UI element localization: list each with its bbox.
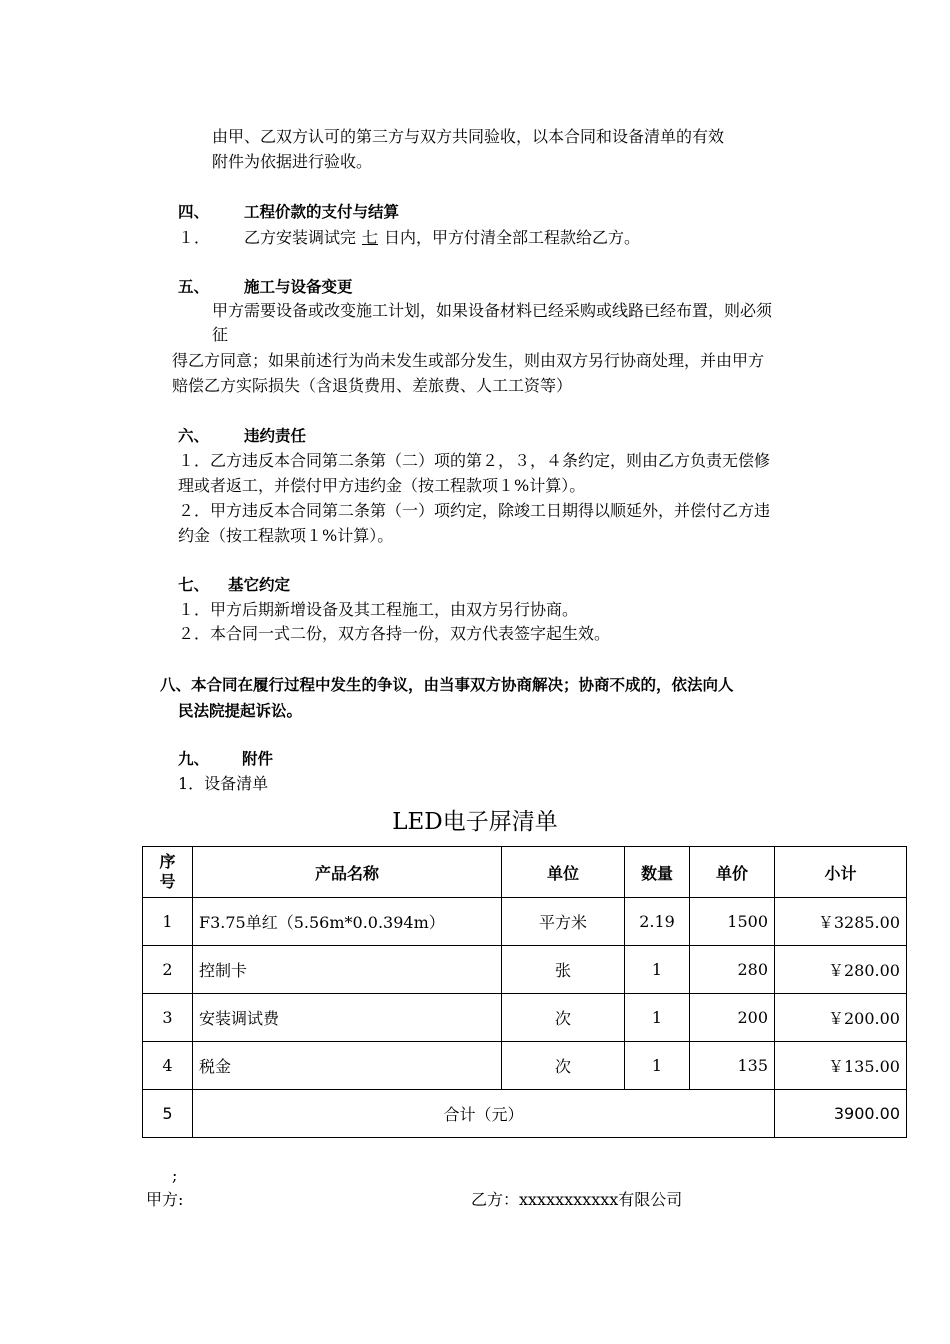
row-name: F3.75单红（5.56m*0.0.394m） — [193, 898, 502, 946]
sec7-line-1: １．甲方后期新增设备及其工程施工，由双方另行协商。 — [178, 600, 579, 619]
row-subtotal: ￥280.00 — [775, 946, 907, 994]
sec7-number: 七、 — [178, 576, 210, 594]
sec5-line-2: 征 — [212, 325, 229, 344]
sec5-line-1: 甲方需要设备或改变施工计划，如果设备材料已经采购或线路已经布置，则必须 — [212, 301, 773, 320]
party-b-label: 乙方：xxxxxxxxxxx有限公司 — [471, 1190, 683, 1209]
row-name: 税金 — [193, 1042, 502, 1090]
sec6-line-4: 约金（按工程款项１%计算）。 — [178, 526, 394, 545]
header-no: 序号 — [143, 847, 193, 898]
row-unit: 张 — [502, 946, 625, 994]
header-name: 产品名称 — [193, 847, 502, 898]
sec9-line-1: 1．设备清单 — [178, 774, 269, 793]
row-subtotal: ￥3285.00 — [775, 898, 907, 946]
sec5-line-3: 得乙方同意；如果前述行为尚未发生或部分发生，则由双方另行协商处理，并由甲方 — [172, 351, 765, 370]
row-subtotal: ￥135.00 — [775, 1042, 907, 1090]
sec8-line-1: 八、本合同在履行过程中发生的争议，由当事双方协商解决；协商不成的，依法向人 — [160, 676, 734, 694]
sec4-item-1-post: 日内，甲方付清全部工程款给乙方。 — [384, 228, 641, 247]
sec6-number: 六、 — [178, 427, 210, 445]
sec4-item-number: １． — [178, 228, 211, 247]
sec4-number: 四、 — [178, 203, 210, 221]
list-title: LED电子屏清单 — [392, 809, 558, 835]
row-no: 3 — [143, 994, 193, 1042]
sec5-line-4: 赔偿乙方实际损失（含退货费用、差旅费、人工工资等） — [172, 376, 573, 395]
sec5-title: 施工与设备变更 — [244, 278, 353, 296]
sec6-line-2: 理或者返工，并偿付甲方违约金（按工程款项１%计算）。 — [178, 476, 586, 495]
header-price: 单价 — [690, 847, 775, 898]
intro-line-2: 附件为依据进行验收。 — [212, 152, 373, 171]
table-row — [143, 946, 907, 994]
header-unit: 单位 — [502, 847, 625, 898]
row-qty: 2.19 — [625, 898, 690, 946]
row-name: 控制卡 — [193, 946, 502, 994]
table-row — [143, 1042, 907, 1090]
sec7-line-2: ２．本合同一式二份，双方各持一份，双方代表签字起生效。 — [178, 624, 611, 643]
sec4-payment-days: 七 — [362, 228, 379, 247]
row-qty: 1 — [625, 946, 690, 994]
row-no: 1 — [143, 898, 193, 946]
total-amount: 3900.00 — [775, 1090, 907, 1138]
row-unit: 平方米 — [502, 898, 625, 946]
sec5-number: 五、 — [178, 278, 210, 296]
row-price: 280 — [690, 946, 775, 994]
header-subtotal: 小计 — [775, 847, 907, 898]
sec4-item-1-pre: 乙方安装调试完 — [244, 228, 357, 247]
header-qty: 数量 — [625, 847, 690, 898]
table-row — [143, 898, 907, 946]
row-no: 2 — [143, 946, 193, 994]
table-header-row — [143, 847, 907, 898]
row-price: 135 — [690, 1042, 775, 1090]
intro-line-1: 由甲、乙双方认可的第三方与双方共同验收，以本合同和设备清单的有效 — [212, 127, 725, 146]
sec7-title: 基它约定 — [228, 576, 291, 594]
stray-semicolon: ; — [172, 1166, 178, 1185]
row-price: 1500 — [690, 898, 775, 946]
sec4-item-1 — [244, 226, 640, 250]
equipment-table — [142, 846, 907, 1138]
sec9-title: 附件 — [242, 750, 274, 768]
total-no: 5 — [143, 1090, 193, 1138]
sec8-line-2: 民法院提起诉讼。 — [178, 702, 303, 720]
total-label: 合计（元） — [193, 1090, 775, 1138]
party-a-label: 甲方: — [146, 1190, 184, 1209]
table-total-row — [143, 1090, 907, 1138]
row-unit: 次 — [502, 1042, 625, 1090]
row-name: 安装调试费 — [193, 994, 502, 1042]
row-price: 200 — [690, 994, 775, 1042]
row-no: 4 — [143, 1042, 193, 1090]
table-row — [143, 994, 907, 1042]
sec6-title: 违约责任 — [244, 427, 307, 445]
sec6-line-3: ２．甲方违反本合同第二条第（一）项约定，除竣工日期得以顺延外，并偿付乙方违 — [178, 501, 771, 520]
sec4-title: 工程价款的支付与结算 — [244, 203, 400, 221]
row-qty: 1 — [625, 1042, 690, 1090]
row-subtotal: ￥200.00 — [775, 994, 907, 1042]
sec9-number: 九、 — [178, 750, 210, 768]
row-unit: 次 — [502, 994, 625, 1042]
sec6-line-1: １．乙方违反本合同第二条第（二）项的第２，３，４条约定，则由乙方负责无偿修 — [178, 451, 771, 470]
row-qty: 1 — [625, 994, 690, 1042]
